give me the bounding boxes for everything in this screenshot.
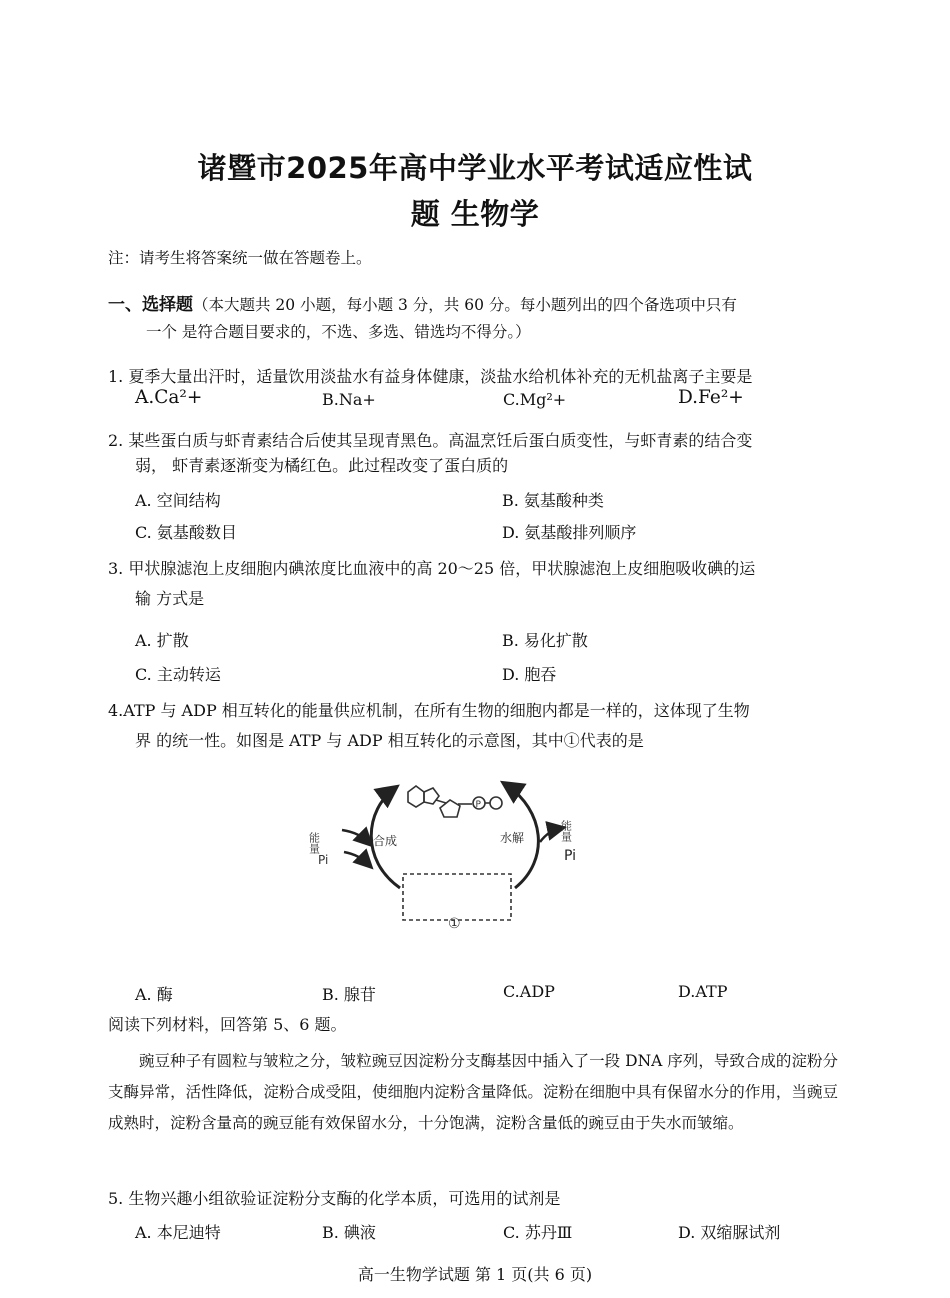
box-marker: ① (448, 916, 461, 932)
q4-option-a: A. 酶 (135, 985, 173, 1004)
q3-option-c: C. 主动转运 (135, 665, 221, 684)
q5-option-a: A. 本尼迪特 (135, 1223, 221, 1242)
page-title: 诸暨市2025年高中学业水平考试适应性试 (197, 151, 753, 185)
left-pi-label: Pi (318, 853, 329, 867)
q2-stem: 2. 某些蛋白质与虾青素结合后使其呈现青黑色。高温烹饪后蛋白质变性，与虾青素的结合变 (108, 431, 753, 450)
q2-stem-line2: 弱， 虾青素逐渐变为橘红色。此过程改变了蛋白质的 (135, 456, 509, 475)
energy-in-arrow (342, 830, 370, 844)
q1-option-d: D.Fe²+ (678, 387, 744, 408)
q5-stem: 5. 生物兴趣小组欲验证淀粉分支酶的化学本质，可选用的试剂是 (108, 1189, 561, 1208)
q3-stem: 3. 甲状腺滤泡上皮细胞内碘浓度比血液中的高 20～25 倍，甲状腺滤泡上皮细胞吸收碘的运 (108, 559, 756, 578)
page-title-line2: 题 生物学 (410, 197, 540, 231)
q1-option-a: A.Ca²+ (135, 387, 203, 408)
right-energy-label: 能量 (559, 820, 573, 842)
q5-option-c: C. 苏丹Ⅲ (503, 1223, 573, 1242)
q4-stem-line2: 界 的统一性。如图是 ATP 与 ADP 相互转化的示意图，其中①代表的是 (135, 731, 644, 750)
q3-option-d: D. 胞吞 (502, 665, 557, 684)
page-footer: 高一生物学试题 第 1 页(共 6 页) (357, 1265, 593, 1284)
q1-option-c: C.Mg²+ (503, 390, 567, 409)
hydrolysis-label: 水解 (500, 831, 525, 845)
q4-option-b: B. 腺苷 (322, 985, 376, 1004)
q2-option-d: D. 氨基酸排列顺序 (502, 523, 637, 542)
pi-in-arrow (344, 852, 370, 866)
q5-option-b: B. 碘液 (322, 1223, 376, 1242)
section-heading (108, 290, 737, 315)
reading-intro: 阅读下列材料，回答第 5、6 题。 (108, 1015, 347, 1034)
q4-stem: 4.ATP 与 ADP 相互转化的能量供应机制，在所有生物的细胞内都是一样的，这体现了生物 (108, 701, 750, 720)
q4-option-c: C.ADP (503, 982, 555, 1001)
right-pi-label: Pi (564, 848, 577, 864)
q5-option-d: D. 双缩脲试剂 (678, 1223, 781, 1242)
reading-passage: 豌豆种子有圆粒与皱粒之分，皱粒豌豆因淀粉分支酶基因中插入了一段 DNA 序列，导致合成的淀粉分支酶异常，活性降低，淀粉合成受阻，使细胞内淀粉含量降低。淀粉在细胞中具有保留水分的作用，当豌豆成熟时，淀粉含量高的豌豆能有效保留水分，十分饱满，淀粉含量低的豌豆由于失水而皱缩。 (108, 1052, 838, 1132)
left-energy-label: 能量 (307, 832, 321, 854)
section-desc: （本大题共 20 小题，每小题 3 分，共 60 分。每小题列出的四个备选项中只有 (193, 296, 737, 314)
adenosine-icon (408, 786, 502, 817)
phosphate-label: P (475, 800, 481, 810)
q3-stem-line2: 输 方式是 (135, 589, 205, 608)
section-title: 一、选择题 (108, 295, 193, 315)
atp-adp-diagram (300, 770, 600, 940)
unknown-box (403, 874, 511, 920)
q3-option-b: B. 易化扩散 (502, 631, 588, 650)
q2-option-a: A. 空间结构 (135, 491, 221, 510)
synthesis-label: 合成 (373, 834, 398, 848)
q1-option-b: B.Na+ (322, 390, 376, 409)
q1-stem: 1. 夏季大量出汗时，适量饮用淡盐水有益身体健康，淡盐水给机体补充的无机盐离子主要是 (108, 367, 753, 386)
exam-note: 注：请考生将答案统一做在答题卷上。 (108, 249, 372, 267)
q4-option-d: D.ATP (678, 982, 728, 1001)
q2-option-c: C. 氨基酸数目 (135, 523, 237, 542)
section-desc-line2: 一个 是符合题目要求的，不选、多选、错选均不得分。） (146, 323, 531, 341)
q3-option-a: A. 扩散 (135, 631, 189, 650)
q2-option-b: B. 氨基酸种类 (502, 491, 604, 510)
